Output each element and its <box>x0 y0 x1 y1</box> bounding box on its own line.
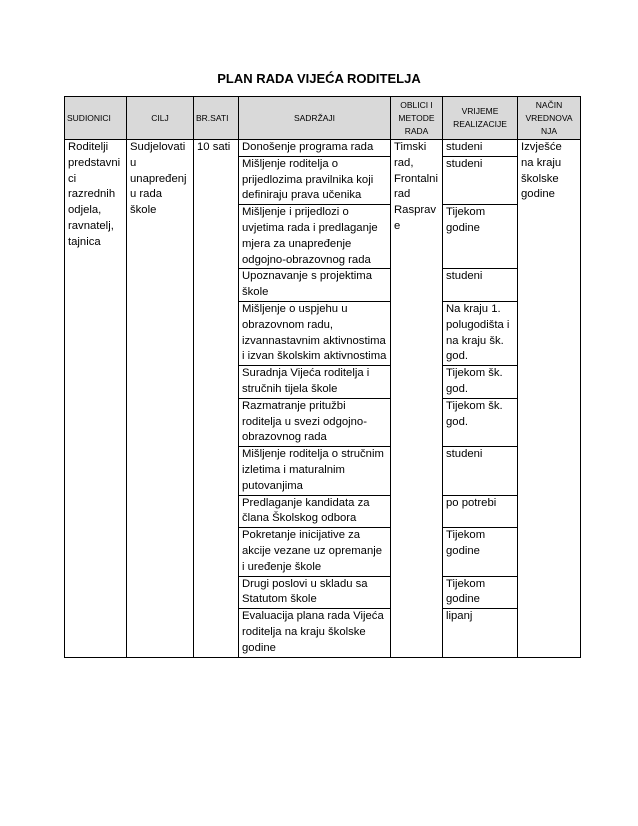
sadrzaj-cell: Razmatranje pritužbi roditelja u svezi odgojno-obrazovnog rada <box>239 398 391 446</box>
vrijeme-cell: Tijekom šk. god. <box>443 366 518 399</box>
vrijeme-cell: Na kraju 1. polugodišta i na kraju šk. god. <box>443 301 518 365</box>
vrijeme-cell: studeni <box>443 140 518 157</box>
sadrzaj-cell: Upoznavanje s projektima škole <box>239 269 391 302</box>
header-oblici: OBLICI I METODE RADA <box>391 97 443 140</box>
sadrzaj-cell: Mišljenje o uspjehu u obrazovnom radu, izvannastavnim aktivnostima i izvan školskim aktivnostima <box>239 301 391 365</box>
sadrzaj-cell: Pokretanje inicijative za akcije vezane uz opremanje i uređenje škole <box>239 528 391 576</box>
nacin-cell: Izvješće na kraju školske godine <box>518 140 581 658</box>
sadrzaj-cell: Mišljenje roditelja o stručnim izletima i maturalnim putovanjima <box>239 447 391 495</box>
vrijeme-cell: Tijekom godine <box>443 528 518 576</box>
header-sadrzaji: SADRŽAJI <box>239 97 391 140</box>
table-row <box>65 140 581 157</box>
vrijeme-cell: po potrebi <box>443 495 518 528</box>
plan-table <box>64 96 581 658</box>
vrijeme-cell: Tijekom godine <box>443 576 518 609</box>
vrijeme-cell: studeni <box>443 156 518 204</box>
vrijeme-cell: Tijekom godine <box>443 205 518 269</box>
sadrzaj-cell: Mišljenje roditelja o prijedlozima pravilnika koji definiraju prava učenika <box>239 156 391 204</box>
sadrzaj-cell: Donošenje programa rada <box>239 140 391 157</box>
oblici-cell: Timski rad, Frontalni rad Rasprave <box>391 140 443 658</box>
document-title: PLAN RADA VIJEĆA RODITELJA <box>217 71 421 86</box>
sadrzaj-cell: Suradnja Vijeća roditelja i stručnih tijela škole <box>239 366 391 399</box>
vrijeme-cell: studeni <box>443 447 518 495</box>
header-vrijeme: VRIJEME REALIZACIJE <box>443 97 518 140</box>
vrijeme-cell: Tijekom šk. god. <box>443 398 518 446</box>
sadrzaj-cell: Mišljenje i prijedlozi o uvjetima rada i predlaganje mjera za unapređenje odgojno-obrazovnog rada <box>239 205 391 269</box>
br-sati-cell: 10 sati <box>194 140 239 658</box>
header-br-sati: BR.SATI <box>194 97 239 140</box>
vrijeme-cell: studeni <box>443 269 518 302</box>
sadrzaj-cell: Predlaganje kandidata za člana Školskog odbora <box>239 495 391 528</box>
header-nacin: NAČIN VREDNOVA NJA <box>518 97 581 140</box>
sadrzaj-cell: Drugi poslovi u skladu sa Statutom škole <box>239 576 391 609</box>
header-cilj: CILJ <box>127 97 194 140</box>
header-sudionici: SUDIONICI <box>65 97 127 140</box>
cilj-cell: Sudjelovati u unapređenju rada škole <box>127 140 194 658</box>
header-row <box>65 97 581 140</box>
vrijeme-cell: lipanj <box>443 609 518 657</box>
sudionici-cell: Roditelji predstavnici razrednih odjela, ravnatelj, tajnica <box>65 140 127 658</box>
sadrzaj-cell: Evaluacija plana rada Vijeća roditelja na kraju školske godine <box>239 609 391 657</box>
